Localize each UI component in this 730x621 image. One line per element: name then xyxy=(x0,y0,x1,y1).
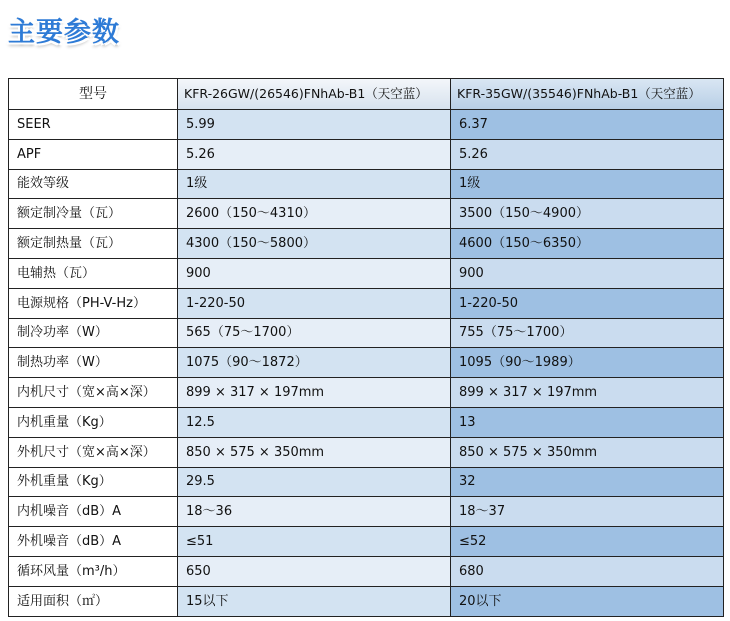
row-model-b-cell: 1095（90～1989） xyxy=(451,348,724,378)
row-model-b-cell: 20以下 xyxy=(451,587,724,617)
table-body xyxy=(9,110,724,617)
table-row xyxy=(9,557,724,587)
table-row xyxy=(9,229,724,259)
row-model-a-cell: 1-220-50 xyxy=(178,289,451,319)
row-label-cell: 额定制热量（瓦） xyxy=(9,229,178,259)
row-label-cell: 循环风量（m³/h） xyxy=(9,557,178,587)
row-model-b-cell: 13 xyxy=(451,408,724,438)
row-model-b-cell: 5.26 xyxy=(451,140,724,170)
row-label-cell: 内机尺寸（宽×高×深） xyxy=(9,378,178,408)
row-model-b-cell: ≤52 xyxy=(451,527,724,557)
row-model-b-cell: 4600（150～6350） xyxy=(451,229,724,259)
row-model-a-cell: 565（75～1700） xyxy=(178,319,451,349)
row-model-b-cell: 6.37 xyxy=(451,110,724,140)
table-header-row xyxy=(9,79,724,110)
row-model-a-cell: 5.26 xyxy=(178,140,451,170)
header-label-cell: 型号 xyxy=(9,79,178,110)
row-label-cell: 额定制冷量（瓦） xyxy=(9,199,178,229)
row-label-cell: 内机重量（Kg） xyxy=(9,408,178,438)
table-row xyxy=(9,527,724,557)
row-model-a-cell: 5.99 xyxy=(178,110,451,140)
row-label-cell: 电辅热（瓦） xyxy=(9,259,178,289)
row-label-cell: 电源规格（PH-V-Hz） xyxy=(9,289,178,319)
table-row xyxy=(9,319,724,349)
page-title: 主要参数 xyxy=(8,17,120,48)
table-row xyxy=(9,408,724,438)
row-label-cell: 外机重量（Kg） xyxy=(9,468,178,498)
spec-table xyxy=(8,78,724,617)
table-row xyxy=(9,199,724,229)
row-model-a-cell: 18～36 xyxy=(178,497,451,527)
table-row xyxy=(9,259,724,289)
row-model-a-cell: ≤51 xyxy=(178,527,451,557)
row-label-cell: APF xyxy=(9,140,178,170)
table-row xyxy=(9,348,724,378)
row-label-cell: 制冷功率（W） xyxy=(9,319,178,349)
table-row xyxy=(9,170,724,200)
row-model-a-cell: 899 × 317 × 197mm xyxy=(178,378,451,408)
row-label-cell: 外机噪音（dB）A xyxy=(9,527,178,557)
row-label-cell: 外机尺寸（宽×高×深） xyxy=(9,438,178,468)
row-model-a-cell: 650 xyxy=(178,557,451,587)
row-model-a-cell: 1075（90～1872） xyxy=(178,348,451,378)
table-row xyxy=(9,438,724,468)
row-model-b-cell: 900 xyxy=(451,259,724,289)
header-model-b-cell: KFR-35GW/(35546)FNhAb-B1（天空蓝） xyxy=(451,79,724,110)
row-model-b-cell: 18～37 xyxy=(451,497,724,527)
row-model-a-cell: 850 × 575 × 350mm xyxy=(178,438,451,468)
row-label-cell: SEER xyxy=(9,110,178,140)
row-model-b-cell: 1-220-50 xyxy=(451,289,724,319)
row-model-a-cell: 4300（150～5800） xyxy=(178,229,451,259)
row-model-a-cell: 1级 xyxy=(178,170,451,200)
row-model-a-cell: 2600（150～4310） xyxy=(178,199,451,229)
table-row xyxy=(9,378,724,408)
table-row xyxy=(9,289,724,319)
row-model-b-cell: 755（75～1700） xyxy=(451,319,724,349)
row-model-a-cell: 900 xyxy=(178,259,451,289)
row-model-a-cell: 12.5 xyxy=(178,408,451,438)
row-model-a-cell: 15以下 xyxy=(178,587,451,617)
row-label-cell: 制热功率（W） xyxy=(9,348,178,378)
row-model-b-cell: 680 xyxy=(451,557,724,587)
header-model-a-cell: KFR-26GW/(26546)FNhAb-B1（天空蓝） xyxy=(178,79,451,110)
table-row xyxy=(9,110,724,140)
row-model-a-cell: 29.5 xyxy=(178,468,451,498)
row-label-cell: 内机噪音（dB）A xyxy=(9,497,178,527)
table-row xyxy=(9,587,724,617)
row-model-b-cell: 3500（150～4900） xyxy=(451,199,724,229)
row-model-b-cell: 1级 xyxy=(451,170,724,200)
row-model-b-cell: 899 × 317 × 197mm xyxy=(451,378,724,408)
row-model-b-cell: 32 xyxy=(451,468,724,498)
row-label-cell: 适用面积（㎡） xyxy=(9,587,178,617)
row-model-b-cell: 850 × 575 × 350mm xyxy=(451,438,724,468)
table-row xyxy=(9,140,724,170)
table-row xyxy=(9,468,724,498)
table-row xyxy=(9,497,724,527)
row-label-cell: 能效等级 xyxy=(9,170,178,200)
